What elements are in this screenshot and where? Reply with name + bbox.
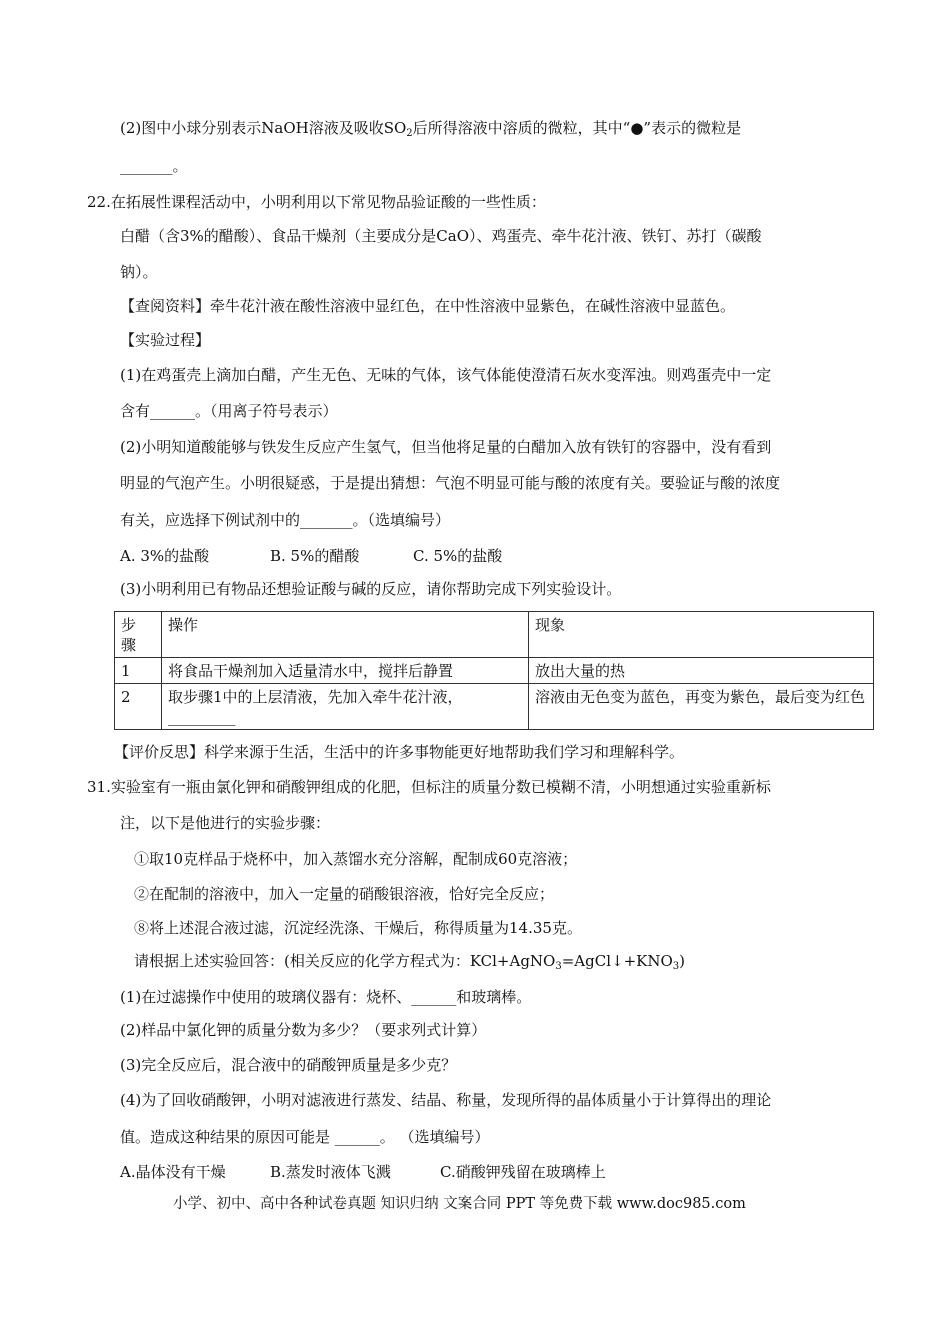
table-row: [115, 658, 874, 684]
q22-reflection: 【评价反思】科学来源于生活，生活中的许多事物能更好地帮助我们学习和理解科学。: [114, 743, 685, 761]
cell-operation: 将食品干燥剂加入适量清水中，搅拌后静置: [162, 658, 529, 684]
cell-step: 1: [115, 658, 162, 684]
q31-option-b: B.蒸发时液体飞溅: [270, 1163, 391, 1181]
q31-stem-line1: 31.实验室有一瓶由氯化钾和硝酸钾组成的化肥，但标注的质量分数已模糊不清，小明想通过实验重新标: [87, 778, 771, 796]
header-operation: 操作: [162, 612, 529, 658]
prev-question-answer-blank: _______。: [120, 157, 188, 175]
q31-question1: (1)在过滤操作中使用的玻璃仪器有：烧杯、______和玻璃棒。: [120, 988, 532, 1006]
q22-materials-line1: 白醋（含3%的醋酸）、食品干燥剂（主要成分是CaO）、鸡蛋壳、牵牛花汁液、铁钉、苏打（碳酸: [120, 227, 762, 245]
q31-question3: (3)完全反应后，混合液中的硝酸钾质量是多少克？: [120, 1056, 457, 1074]
q22-process-title: 【实验过程】: [120, 331, 211, 349]
q22-option-a: A. 3%的盐酸: [120, 547, 210, 565]
cell-phenomenon: 放出大量的热: [529, 658, 874, 684]
q31-step2: ②在配制的溶液中，加入一定量的硝酸银溶液，恰好完全反应；: [134, 885, 555, 903]
table-row: [115, 684, 874, 730]
q31-option-c: C.硝酸钾残留在玻璃棒上: [440, 1163, 606, 1181]
q22-part2-line3: 有关，应选择下例试剂中的_______。（选填编号）: [120, 511, 451, 529]
q22-part1-line1: (1)在鸡蛋壳上滴加白醋，产生无色、无味的气体，该气体能使澄清石灰水变浑浊。则鸡蛋壳中一定: [120, 366, 772, 384]
cell-phenomenon: 溶液由无色变为蓝色，再变为紫色，最后变为红色: [529, 684, 874, 730]
q22-part1-line2: 含有______。（用离子符号表示）: [120, 402, 338, 420]
footer-watermark: 小学、初中、高中各种试卷真题 知识归纳 文案合同 PPT 等免费下载 www.doc985.com: [173, 1196, 746, 1212]
q22-option-c: C. 5%的盐酸: [413, 547, 503, 565]
experiment-table: [114, 611, 874, 730]
q22-part2-line1: (2)小明知道酸能够与铁发生反应产生氢气，但当他将足量的白醋加入放有铁钉的容器中，没有看到: [120, 438, 772, 456]
prev-question-part2: (2)图中小球分别表示NaOH溶液及吸收$SO_2$后所得溶液中溶质的微粒，其中“●”表示的微粒是: [120, 119, 742, 139]
q22-materials-line2: 钠）。: [120, 263, 158, 281]
q31-step3: ⑧将上述混合液过滤，沉淀经洗涤、干燥后，称得质量为14.35克。: [134, 919, 582, 937]
q31-stem-line2: 注，以下是他进行的实验步骤：: [120, 814, 331, 832]
header-phenomenon: 现象: [529, 612, 874, 658]
q31-step1: ①取10克样品于烧杯中，加入蒸馏水充分溶解，配制成60克溶液；: [134, 850, 578, 868]
q31-option-a: A.晶体没有干燥: [120, 1163, 226, 1181]
cell-step: 2: [115, 684, 162, 730]
q22-info: 【查阅资料】牵牛花汁液在酸性溶液中显红色，在中性溶液中显紫色，在碱性溶液中显蓝色。: [120, 297, 736, 315]
q31-answer-intro: 请根据上述实验回答：(相关反应的化学方程式为：$KCl+AgNO_3=AgCl↓+KNO_3$): [134, 952, 686, 972]
q22-part2-line2: 明显的气泡产生。小明很疑惑，于是提出猜想：气泡不明显可能与酸的浓度有关。要验证与酸的浓度: [120, 474, 781, 492]
q31-question4-line2: 值。造成这种结果的原因可能是 ______。 （选填编号）: [120, 1128, 490, 1146]
header-step: 步骤: [115, 612, 162, 658]
q31-question4-line1: (4)为了回收硝酸钾，小明对滤液进行蒸发、结晶、称量，发现所得的晶体质量小于计算得出的理论: [120, 1091, 772, 1109]
q31-question2: (2)样品中氯化钾的质量分数为多少？（要求列式计算）: [120, 1021, 487, 1039]
cell-operation: 取步骤1中的上层清液，先加入牵牛花汁液， _________: [162, 684, 529, 730]
q22-stem: 22.在拓展性课程活动中，小明利用以下常见物品验证酸的一些性质：: [87, 193, 546, 211]
q22-part3: (3)小明利用已有物品还想验证酸与碱的反应，请你帮助完成下列实验设计。: [120, 580, 622, 598]
answer-blank: _________: [168, 708, 236, 726]
table-header-row: [115, 612, 874, 658]
q22-option-b: B. 5%的醋酸: [270, 547, 360, 565]
